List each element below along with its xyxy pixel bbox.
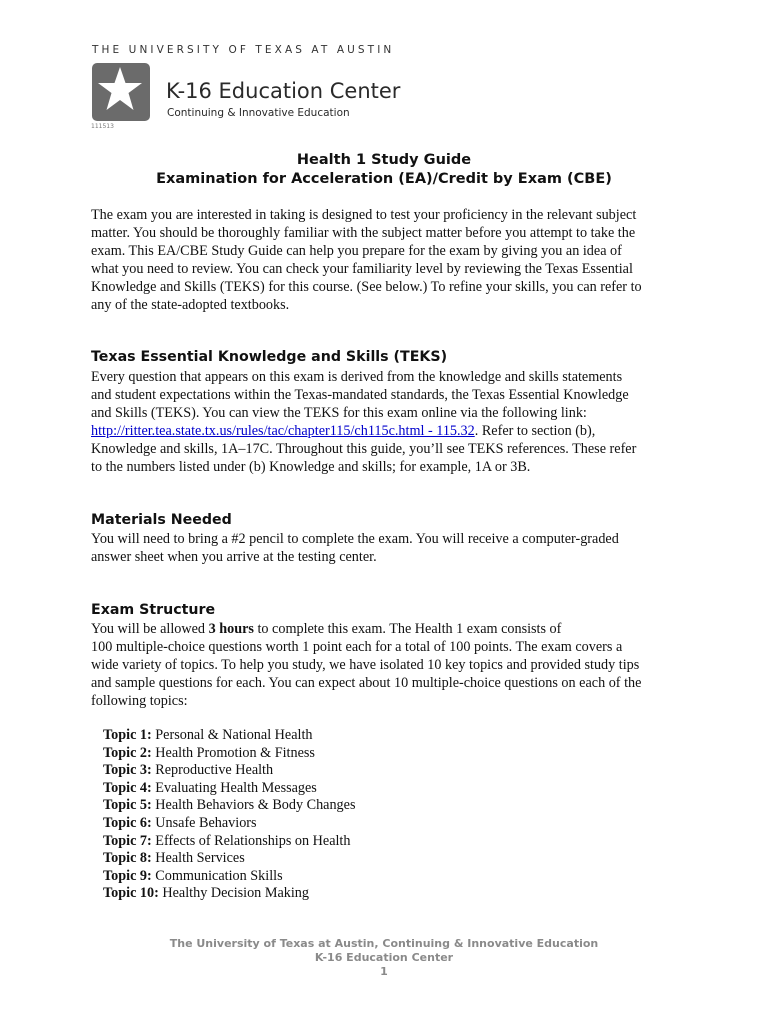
structure-line: following topics: — [91, 692, 188, 709]
document-subtitle: Examination for Acceleration (EA)/Credit by Exam (CBE) — [156, 171, 612, 187]
teks-link[interactable]: http://ritter.tea.state.tx.us/rules/tac/chapter115/ch115c.html - 115.32 — [91, 422, 475, 439]
topic-label: Topic 10: — [103, 885, 159, 902]
teks-line: Knowledge and skills, 1A–17C. Throughout this guide, you’ll see TEKS references. These refer — [91, 440, 637, 457]
intro-paragraph — [91, 207, 691, 314]
star-logo-icon — [92, 63, 150, 121]
university-name: THE UNIVERSITY OF TEXAS AT AUSTIN — [92, 44, 395, 56]
structure-line: and sample questions for each. You can expect about 10 multiple-choice questions on each of the — [91, 674, 642, 691]
topic-name: Effects of Relationships on Health — [155, 832, 351, 849]
topic-label: Topic 4: — [103, 779, 152, 796]
list-item — [103, 850, 355, 868]
center-subtitle: Continuing & Innovative Education — [167, 107, 350, 119]
intro-line: Knowledge and Skills (TEKS) for this course. (See below.) To refine your skills, you can refer to — [91, 278, 642, 295]
intro-line: what you need to review. You can check your familiarity level by reviewing the Texas Essential — [91, 260, 633, 277]
intro-line: exam. This EA/CBE Study Guide can help you prepare for the exam by giving you an idea of — [91, 242, 622, 259]
teks-heading: Texas Essential Knowledge and Skills (TEKS) — [91, 349, 448, 365]
topic-label: Topic 3: — [103, 762, 152, 779]
exam-duration: 3 hours — [208, 621, 254, 637]
teks-line: Every question that appears on this exam is derived from the knowledge and skills statements — [91, 369, 623, 385]
topic-name: Evaluating Health Messages — [155, 779, 317, 796]
exam-structure-heading: Exam Structure — [91, 602, 216, 618]
topic-name: Health Behaviors & Body Changes — [155, 797, 356, 814]
structure-line: 100 multiple-choice questions worth 1 point each for a total of 100 points. The exam covers a — [91, 638, 623, 655]
structure-text: to complete this exam. The Health 1 exam consists of — [253, 621, 562, 637]
intro-line: The exam you are interested in taking is designed to test your proficiency in the relevant subject — [91, 207, 637, 223]
structure-text: You will be allowed — [91, 621, 209, 637]
document-title: Health 1 Study Guide — [296, 152, 472, 168]
materials-line: You will need to bring a #2 pencil to complete the exam. You will receive a computer-graded — [91, 531, 619, 547]
intro-line: matter. You should be thoroughly familiar with the subject matter before you attempt to take the — [91, 224, 636, 241]
list-item — [103, 780, 355, 798]
list-item — [103, 797, 355, 815]
logo-code: 111513 — [91, 123, 114, 130]
footer-institution: The University of Texas at Austin, Continuing & Innovative Education — [169, 937, 599, 950]
list-item — [103, 727, 355, 745]
list-item — [103, 762, 355, 780]
teks-link-after: . Refer to section (b), — [474, 422, 596, 439]
topic-label: Topic 2: — [103, 744, 152, 761]
materials-heading: Materials Needed — [91, 512, 232, 528]
topic-label: Topic 5: — [103, 797, 152, 814]
topic-name: Reproductive Health — [155, 762, 274, 779]
topic-label: Topic 7: — [103, 832, 152, 849]
structure-line: wide variety of topics. To help you study, we have isolated 10 key topics and provided study tips — [91, 656, 640, 673]
teks-line: to the numbers listed under (b) Knowledge and skills; for example, 1A or 3B. — [91, 458, 531, 475]
topic-name: Health Services — [155, 850, 245, 867]
exam-structure-paragraph — [91, 621, 691, 711]
topic-name: Healthy Decision Making — [162, 885, 309, 902]
intro-line: any of the state-adopted textbooks. — [91, 296, 290, 313]
teks-paragraph — [91, 369, 691, 476]
teks-line: and Skills (TEKS). You can view the TEKS for this exam online via the following link: — [91, 404, 587, 421]
topic-name: Communication Skills — [155, 867, 283, 884]
list-item — [103, 815, 355, 833]
topic-name: Unsafe Behaviors — [155, 814, 257, 831]
materials-line: answer sheet when you arrive at the testing center. — [91, 548, 377, 565]
topic-list — [103, 727, 355, 903]
teks-link-line — [91, 423, 691, 441]
list-item — [103, 833, 355, 851]
materials-paragraph — [91, 531, 691, 567]
list-item — [103, 868, 355, 886]
topic-label: Topic 6: — [103, 814, 152, 831]
topic-label: Topic 8: — [103, 850, 152, 867]
page-number: 1 — [380, 965, 388, 978]
topic-label: Topic 1: — [103, 727, 152, 743]
footer-center: K-16 Education Center — [314, 951, 454, 964]
center-name: K-16 Education Center — [166, 79, 401, 103]
teks-line: and student expectations within the Texas-mandated standards, the Texas Essential Knowledge — [91, 386, 629, 403]
topic-name: Personal & National Health — [155, 727, 313, 743]
structure-line — [91, 621, 691, 639]
list-item — [103, 885, 355, 903]
list-item — [103, 745, 355, 763]
topic-name: Health Promotion & Fitness — [155, 744, 315, 761]
topic-label: Topic 9: — [103, 867, 152, 884]
